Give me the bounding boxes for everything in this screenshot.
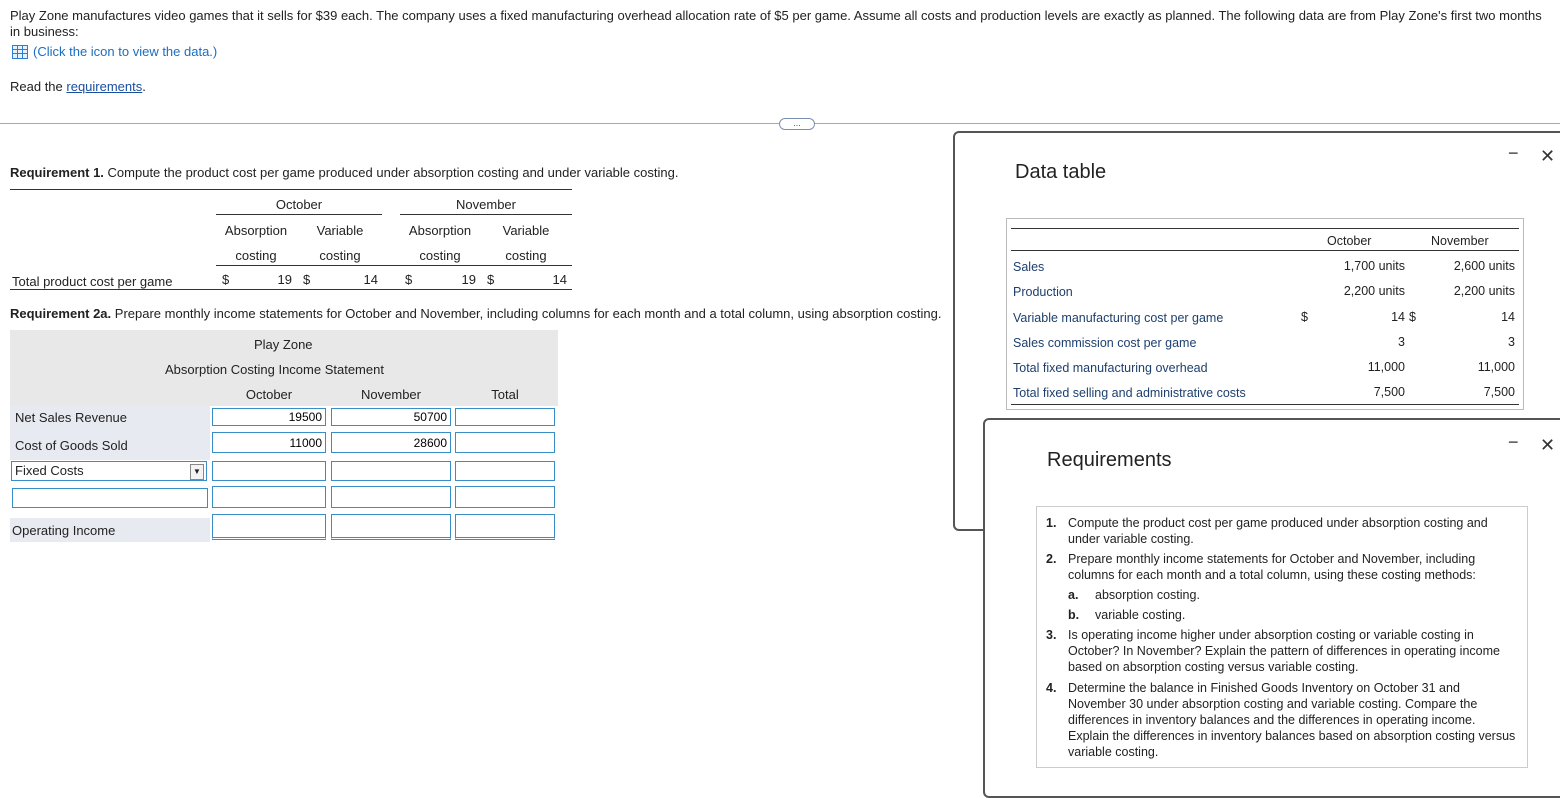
requirement-number: 4. [1046, 681, 1057, 695]
req1-october-header: October [275, 197, 323, 212]
data-window-close-icon[interactable]: ✕ [1540, 146, 1556, 166]
req1-header-rule [216, 265, 572, 266]
statement-col-october: October [245, 387, 293, 402]
input-revenue-october[interactable] [212, 408, 326, 426]
requirements-title: Requirements [1047, 449, 1172, 471]
req1-bottom-rule [10, 289, 572, 290]
requirement-number: a. [1068, 588, 1079, 602]
requirement-1-text: Compute the product cost per game produced under absorption costing and under variable costing. [103, 165, 679, 180]
req1-nov-abs-value: 19 [461, 272, 476, 287]
req1-dollar-4: $ [487, 272, 495, 287]
dt-nov-production: 2,200 units [1453, 284, 1515, 298]
input-revenue-total[interactable] [455, 408, 555, 426]
requirement-2a-label: Requirement 2a. [10, 306, 112, 321]
requirement-number: 2. [1046, 552, 1057, 566]
req-window-close-icon[interactable]: ✕ [1540, 435, 1556, 455]
read-prefix: Read the [10, 79, 63, 94]
dt-oct-fixed-mfg: 11,000 [1367, 360, 1405, 374]
req1-nov-rule [400, 214, 572, 215]
row-label-cogs: Cost of Goods Sold [15, 438, 128, 453]
requirement-2a-title [10, 306, 941, 321]
dt-label-fixed-sga: Total fixed selling and administrative costs [1013, 386, 1246, 400]
dt-oct-production: 2,200 units [1343, 284, 1405, 298]
fixed-costs-select-value: Fixed Costs [15, 463, 84, 478]
dt-col-november: November [1431, 234, 1489, 248]
statement-company: Play Zone [254, 337, 313, 352]
requirement-text: Prepare monthly income statements for October and November, including columns for each month and a total column, using these costing methods: [1068, 552, 1476, 582]
dt-nov-var-mfg: 14 [1501, 310, 1515, 324]
dt-oct-commission: 3 [1398, 335, 1405, 349]
req1-nov-var-value: 14 [552, 272, 567, 287]
req1-oct-var-h1: Variable [316, 223, 364, 238]
dt-nov-fixed-mfg: 11,000 [1477, 360, 1515, 374]
input-extra-october[interactable] [212, 486, 326, 508]
dt-oct-var-mfg: 14 [1391, 310, 1405, 324]
row-label-revenue: Net Sales Revenue [15, 410, 128, 425]
dt-header-rule [1011, 250, 1519, 251]
input-cogs-october[interactable] [212, 432, 326, 453]
dt-bottom-rule [1011, 404, 1519, 405]
requirement-text: variable costing. [1095, 608, 1186, 622]
requirements-link[interactable]: requirements [66, 79, 143, 94]
data-window-minimize-icon[interactable]: − [1508, 143, 1519, 163]
dt-col-october: October [1327, 234, 1372, 248]
row-label-operating-income: Operating Income [12, 523, 116, 538]
dt-top-rule [1011, 228, 1519, 229]
requirements-list [1036, 506, 1528, 768]
req1-dollar-1: $ [222, 272, 230, 287]
req1-nov-var-h1: Variable [502, 223, 550, 238]
req1-oct-var-value: 14 [363, 272, 378, 287]
data-table-title: Data table [1015, 161, 1107, 183]
read-requirements-line [10, 79, 146, 94]
view-data-link[interactable] [12, 44, 217, 59]
dt-label-commission: Sales commission cost per game [1013, 336, 1197, 350]
requirement-text: Determine the balance in Finished Goods Inventory on October 31 and November 30 under absorption costing and variable costing. Compare the differences in inventory balances and the differences in operating income. Explain the differences in inventory balances based on absorption costing versus variable costing. [1068, 681, 1516, 759]
fixed-costs-select[interactable] [11, 461, 207, 481]
dt-label-sales: Sales [1013, 260, 1045, 274]
req1-oct-abs-value: 19 [277, 272, 292, 287]
input-extra-november[interactable] [331, 486, 451, 508]
statement-col-november: November [361, 387, 421, 402]
dt-oct-fixed-sga: 7,500 [1373, 385, 1405, 399]
input-income-october[interactable] [212, 514, 326, 540]
dt-nov-fixed-sga: 7,500 [1483, 385, 1515, 399]
req1-top-rule [10, 189, 572, 190]
dropdown-arrow-icon[interactable]: ▼ [190, 464, 204, 480]
requirement-number: 3. [1046, 628, 1057, 642]
dt-nov-sales: 2,600 units [1453, 259, 1515, 273]
req1-nov-abs-h2: costing [419, 248, 461, 263]
requirement-number: b. [1068, 608, 1080, 622]
dt-oct-sales: 1,700 units [1343, 259, 1405, 273]
req1-row-label: Total product cost per game [12, 274, 173, 289]
requirement-1-title [10, 165, 678, 180]
requirement-text: absorption costing. [1095, 588, 1200, 602]
statement-title: Absorption Costing Income Statement [165, 362, 384, 377]
dt-label-production: Production [1013, 285, 1073, 299]
req1-november-header: November [456, 197, 516, 212]
problem-intro: Play Zone manufactures video games that it sells for $39 each. The company uses a fixed manufacturing overhead allocation rate of $5 per game. Assume all costs and production levels are exactly as planned. The following data are from Play Zone's first two months in business: [10, 8, 1542, 39]
dt-label-var-mfg: Variable manufacturing cost per game [1013, 311, 1224, 325]
req1-oct-var-h2: costing [319, 248, 361, 263]
read-suffix: . [142, 79, 146, 94]
requirement-text: Compute the product cost per game produced under absorption costing and under variable costing. [1068, 516, 1488, 546]
req1-nov-var-h2: costing [505, 248, 547, 263]
table-icon[interactable] [12, 45, 28, 59]
dt-label-fixed-mfg: Total fixed manufacturing overhead [1013, 361, 1208, 375]
dt-dollar-2: $ [1409, 310, 1416, 324]
requirement-text: Is operating income higher under absorption costing or variable costing in October? In November? Explain the pattern of differences in operating income based on absorption costing versus variable costing. [1068, 628, 1500, 674]
input-cogs-november[interactable] [331, 432, 451, 453]
data-table [1006, 218, 1524, 410]
req1-oct-rule [216, 214, 382, 215]
statement-col-total: Total [491, 387, 519, 402]
dt-dollar-1: $ [1301, 310, 1308, 324]
req1-dollar-2: $ [303, 272, 311, 287]
expand-more-button[interactable]: ... [779, 118, 815, 130]
input-cogs-total[interactable] [455, 432, 555, 453]
input-revenue-november[interactable] [331, 408, 451, 426]
input-fixed-november[interactable] [331, 461, 451, 481]
requirement-2a-text: Prepare monthly income statements for October and November, including columns for each month and a total column, using absorption costing. [111, 306, 942, 321]
requirement-number: 1. [1046, 516, 1057, 530]
input-extra-total[interactable] [455, 486, 555, 508]
view-data-link-text[interactable]: (Click the icon to view the data.) [33, 44, 218, 59]
req1-nov-abs-h1: Absorption [408, 223, 472, 238]
input-fixed-october[interactable] [212, 461, 326, 481]
input-fixed-total[interactable] [455, 461, 555, 481]
req1-oct-abs-h2: costing [235, 248, 277, 263]
req1-dollar-3: $ [405, 272, 413, 287]
req-window-minimize-icon[interactable]: − [1508, 432, 1519, 452]
input-income-total[interactable] [455, 514, 555, 540]
req1-oct-abs-h1: Absorption [224, 223, 288, 238]
dt-nov-commission: 3 [1508, 335, 1515, 349]
input-income-november[interactable] [331, 514, 451, 540]
input-extra-label[interactable] [12, 488, 208, 508]
requirement-1-label: Requirement 1. [10, 165, 104, 180]
